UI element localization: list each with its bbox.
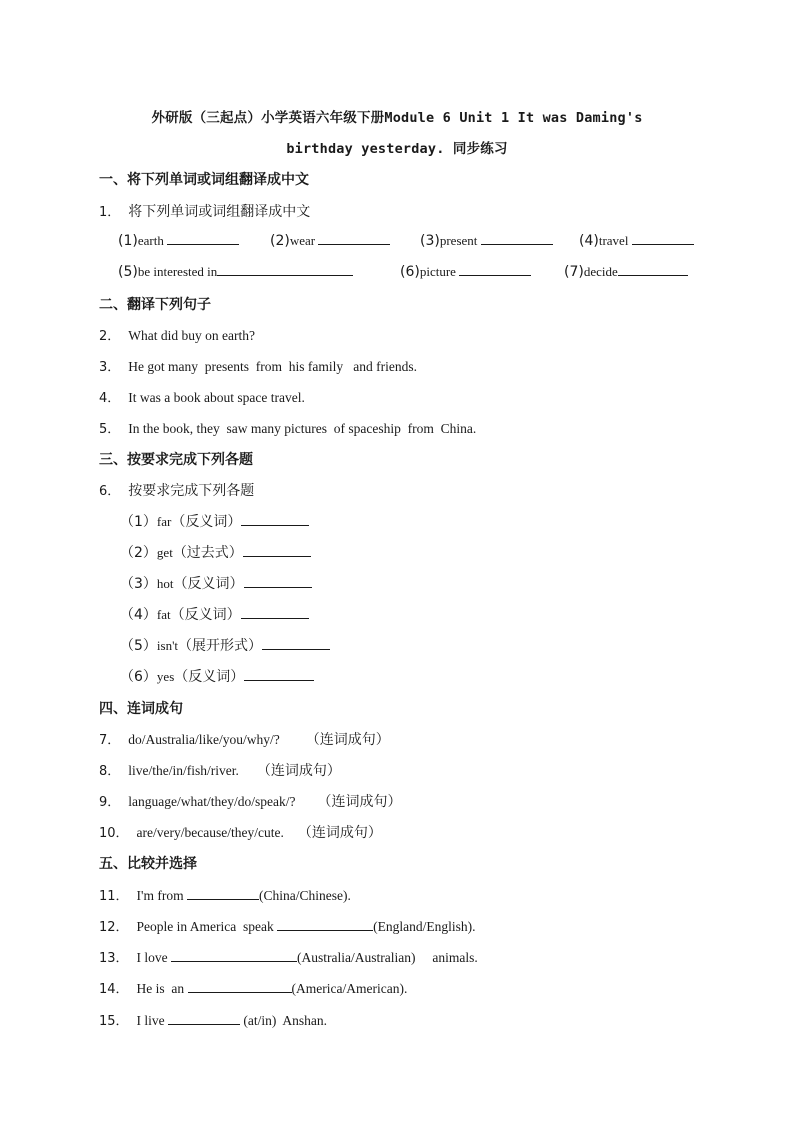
question-10: 10． are/very/because/they/cute. （连词成句） bbox=[99, 825, 382, 841]
q6-item-5: （5）isn't（展开形式） bbox=[120, 635, 330, 655]
answer-blank[interactable] bbox=[262, 637, 330, 650]
q1-item-5: (5)be interested in bbox=[118, 263, 353, 280]
question-number: 1． bbox=[99, 205, 121, 220]
question-9: 9． language/what/they/do/speak/? （连词成句） bbox=[99, 794, 402, 810]
question-15: 15． I live (at/in) Anshan. bbox=[99, 1013, 328, 1029]
q1-item-1: (1)earth bbox=[118, 232, 239, 249]
answer-blank[interactable] bbox=[318, 232, 390, 245]
answer-blank[interactable] bbox=[277, 918, 373, 931]
answer-blank[interactable] bbox=[167, 232, 239, 245]
question-7: 7． do/Australia/like/you/why/? （连词成句） bbox=[99, 732, 390, 748]
q6-item-4: （4）fat（反义词） bbox=[120, 604, 309, 624]
question-1 bbox=[99, 201, 310, 221]
q6-item-1: （1）far（反义词） bbox=[120, 511, 309, 531]
question-4: 4． It was a book about space travel. bbox=[99, 390, 305, 406]
q6-item-3: （3）hot（反义词） bbox=[120, 573, 312, 593]
q1-item-4: (4)travel bbox=[579, 232, 694, 249]
section-heading-4: 四、连词成句 bbox=[99, 701, 183, 717]
answer-blank[interactable] bbox=[217, 263, 353, 276]
answer-blank[interactable] bbox=[241, 513, 309, 526]
answer-blank[interactable] bbox=[241, 606, 309, 619]
answer-blank[interactable] bbox=[187, 887, 259, 900]
title-line-1: 外研版（三起点）小学英语六年级下册Module 6 Unit 1 It was Daming's bbox=[151, 110, 643, 126]
question-3: 3． He got many presents from his family and friends. bbox=[99, 359, 417, 375]
question-14: 14． He is an (America/American). bbox=[99, 981, 408, 997]
q6-item-6: （6）yes（反义词） bbox=[120, 666, 314, 686]
q6-item-2: （2）get（过去式） bbox=[120, 542, 311, 562]
answer-blank[interactable] bbox=[244, 668, 314, 681]
answer-blank[interactable] bbox=[459, 263, 531, 276]
section-heading-2: 二、翻译下列句子 bbox=[99, 297, 211, 313]
q1-item-3: (3)present bbox=[420, 232, 553, 249]
title-line-2: birthday yesterday. 同步练习 bbox=[286, 141, 508, 157]
q1-item-2: (2)wear bbox=[270, 232, 390, 249]
question-13: 13． I love (Australia/Australian) animals. bbox=[99, 950, 478, 966]
answer-blank[interactable] bbox=[244, 575, 312, 588]
section-heading-5: 五、比较并选择 bbox=[99, 856, 197, 872]
answer-blank[interactable] bbox=[168, 1012, 240, 1025]
question-5: 5． In the book, they saw many pictures of spaceship from China. bbox=[99, 421, 477, 437]
question-8: 8． live/the/in/fish/river. （连词成句） bbox=[99, 763, 341, 779]
answer-blank[interactable] bbox=[632, 232, 694, 245]
answer-blank[interactable] bbox=[618, 263, 688, 276]
answer-blank[interactable] bbox=[481, 232, 553, 245]
section-heading-1: 一、将下列单词或词组翻译成中文 bbox=[99, 172, 309, 188]
section-heading-3: 三、按要求完成下列各题 bbox=[99, 452, 253, 468]
q1-item-6: (6)picture bbox=[400, 263, 531, 280]
question-6: 6． 按要求完成下列各题 bbox=[99, 483, 255, 499]
answer-blank[interactable] bbox=[243, 544, 311, 557]
answer-blank[interactable] bbox=[171, 949, 297, 962]
question-2: 2． What did buy on earth? bbox=[99, 328, 255, 344]
answer-blank[interactable] bbox=[188, 980, 292, 993]
question-text: 将下列单词或词组翻译成中文 bbox=[128, 204, 311, 220]
question-11: 11． I'm from (China/Chinese). bbox=[99, 888, 351, 904]
question-12: 12． People in America speak (England/English). bbox=[99, 919, 476, 935]
q1-item-7: (7)decide bbox=[564, 263, 688, 280]
